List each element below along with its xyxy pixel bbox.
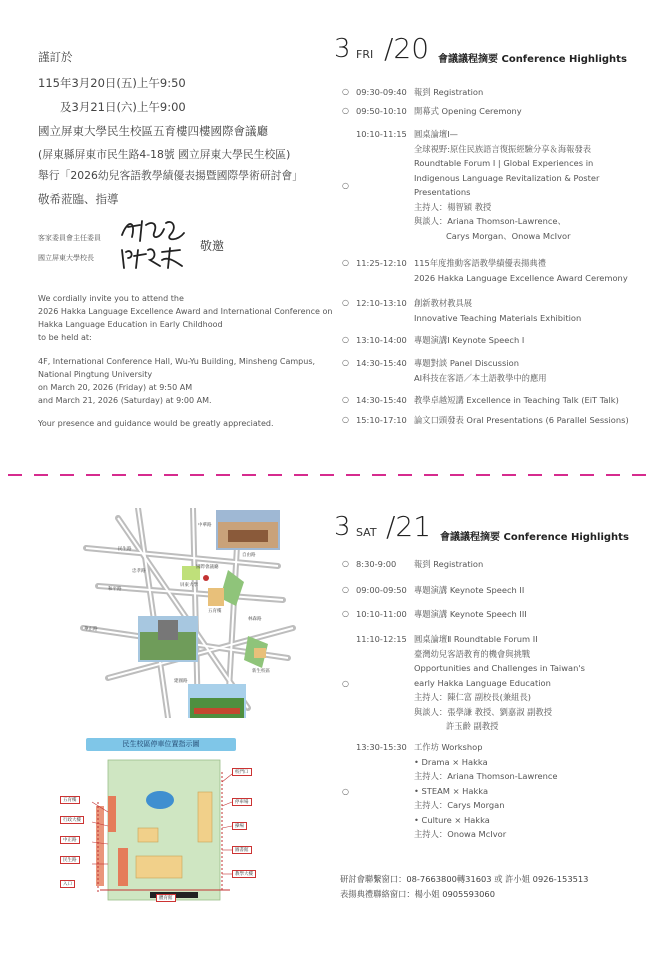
agenda-description — [414, 557, 483, 572]
agenda-time: 09:50-10:10 — [356, 106, 407, 116]
map-road-label: 屏東大學 — [180, 583, 198, 588]
agenda-line: 報到 Registration — [414, 87, 484, 97]
agenda-description — [414, 127, 599, 243]
invite-line: 國立屏東大學民生校區五育樓四樓國際會議廳 — [38, 124, 268, 138]
map-road-label: 中華路 — [198, 523, 212, 528]
divider-dash — [268, 474, 282, 476]
divider-dash — [216, 474, 230, 476]
invitation-english — [38, 0, 333, 440]
agenda-item — [342, 413, 642, 428]
agenda-line: 與談人：張學謙 教授、劉嘉淑 副教授 — [414, 706, 553, 717]
invite-line: 謹訂於 — [38, 50, 73, 64]
signer-1-title: 客家委員會主任委員 — [38, 234, 101, 242]
agenda-time: 15:10-17:10 — [356, 415, 407, 425]
respect-text: 敬邀 — [200, 239, 225, 253]
campus-legend-label: 體育館 — [156, 894, 176, 902]
agenda-line: Roundtable Forum I | Global Experiences in — [414, 158, 594, 168]
agenda-line: 報到 Registration — [414, 559, 484, 569]
agenda-item — [342, 557, 642, 572]
invite-en-line: on March 20, 2026 (Friday) at 9:50 AM — [38, 383, 193, 392]
day1-title: 會議議程摘要 Conference Highlights — [438, 54, 627, 65]
day1-month: 3 — [334, 34, 351, 64]
agenda-item — [342, 256, 642, 285]
agenda-time: 09:30-09:40 — [356, 87, 407, 97]
agenda-line: 創新教材教具展 — [414, 298, 473, 308]
agenda-item — [342, 127, 642, 243]
divider-dash — [450, 474, 464, 476]
campus-legend-label: 五育樓 — [60, 796, 80, 804]
divider-dash — [580, 474, 594, 476]
divider-dash — [372, 474, 386, 476]
agenda-line: Carys Morgan、Onowa McIvor — [446, 230, 571, 241]
agenda-line: 專題演講 Keynote Speech II — [414, 585, 525, 595]
invite-en-line: We cordially invite you to attend the — [38, 294, 184, 303]
agenda-line: 主持人：Carys Morgan — [414, 800, 505, 810]
agenda-line: 圓桌論壇Ⅰ— — [414, 129, 458, 139]
agenda-item — [342, 296, 642, 325]
agenda-line: Presentations — [414, 187, 471, 197]
agenda-line: 全球視野:原住民族語言復振經驗分享＆海報發表 — [414, 143, 592, 154]
agenda-time: 09:00-09:50 — [356, 585, 407, 595]
invite-line: 敬希蒞臨、指導 — [38, 192, 119, 206]
invite-line: 115年3月20日(五)上午9:50 — [38, 76, 186, 90]
campus-map — [60, 738, 280, 902]
invite-en-line: 2026 Hakka Language Excellence Award and International Conference on — [38, 307, 333, 316]
divider-dash — [554, 474, 568, 476]
agenda-description — [414, 104, 522, 119]
campus-map-title: 民生校區停車位置指示圖 — [86, 738, 236, 751]
invite-line: 及3月21日(六)上午9:00 — [60, 100, 186, 114]
agenda-item — [342, 607, 642, 622]
agenda-description — [414, 583, 524, 598]
agenda-bullet-icon: ○ — [342, 298, 349, 307]
map-road-label: 建國路 — [174, 679, 188, 684]
agenda-line: Opportunities and Challenges in Taiwan's — [414, 663, 585, 673]
divider-dash — [398, 474, 412, 476]
map-road-label: 華正路 — [84, 627, 98, 632]
agenda-item — [342, 356, 642, 385]
divider-dash — [60, 474, 74, 476]
invite-en-line: National Pingtung University — [38, 370, 153, 379]
agenda-line: Indigenous Language Revitalization & Poster — [414, 172, 600, 183]
divider-dash — [112, 474, 126, 476]
agenda-bullet-icon: ○ — [342, 609, 349, 618]
agenda-line: 圓桌論壇Ⅱ Roundtable Forum II — [414, 634, 538, 644]
agenda-description — [414, 632, 585, 734]
agenda-bullet-icon: ○ — [342, 678, 349, 688]
agenda-bullet-icon: ○ — [342, 335, 349, 344]
agenda-time: 12:10-13:10 — [356, 298, 407, 308]
divider-dash — [606, 474, 620, 476]
campus-legend-label: 停車場 — [232, 798, 252, 806]
agenda-time: 10:10-11:00 — [356, 609, 407, 619]
agenda-description — [414, 607, 527, 622]
campus-legend-label: 操場 — [232, 822, 247, 830]
day1-date: /20 — [384, 32, 430, 65]
contact-line-conference: 研討會聯繫窗口：08-7663800轉31603 或 許小姐 0926-153513 — [340, 874, 589, 884]
agenda-line: • Culture × Hakka — [414, 814, 490, 825]
divider-dash — [346, 474, 360, 476]
campus-legend-label: 教學大樓 — [232, 870, 256, 878]
agenda-time: 13:30-15:30 — [356, 742, 407, 752]
signer-2-title: 國立屏東大學校長 — [38, 254, 94, 262]
agenda-line: 專題對談 Panel Discussion — [414, 358, 519, 368]
agenda-bullet-icon: ○ — [342, 87, 349, 96]
agenda-item — [342, 632, 642, 734]
agenda-line: 開幕式 Opening Ceremony — [414, 106, 522, 116]
map-road-label: 和平路 — [108, 587, 122, 592]
agenda-description — [414, 356, 547, 385]
divider-dash — [138, 474, 152, 476]
agenda-line: 臺灣幼兒客語教育的機會與挑戰 — [414, 648, 531, 659]
agenda-line: 與談人：Ariana Thomson-Lawrence、 — [414, 216, 566, 226]
agenda-line: 工作坊 Workshop — [414, 742, 483, 752]
agenda-time: 10:10-11:15 — [356, 129, 407, 139]
agenda-line: • STEAM × Hakka — [414, 785, 489, 796]
divider-dash — [528, 474, 542, 476]
agenda-bullet-icon: ○ — [342, 106, 349, 115]
map-road-label: 林森路 — [248, 617, 262, 622]
contact-footer — [340, 872, 588, 902]
divider-dash — [294, 474, 308, 476]
agenda-time: 8:30-9:00 — [356, 559, 397, 569]
agenda-bullet-icon: ○ — [342, 415, 349, 424]
contact-line-ceremony: 表揚典禮聯絡窗口：楊小姐 0905593060 — [340, 889, 495, 899]
agenda-line: 115年度推動客語教學績優表揚典禮 — [414, 258, 546, 268]
map-road-label: 五育樓 — [208, 609, 222, 614]
agenda-description — [414, 333, 524, 348]
city-map-roads — [78, 508, 296, 718]
invite-en-line: and March 21, 2026 (Saturday) at 9:00 AM. — [38, 396, 212, 405]
agenda-line: 主持人：Ariana Thomson-Lawrence — [414, 771, 558, 781]
day2-weekday: SAT — [356, 526, 377, 539]
agenda-line: 主持人：Onowa McIvor — [414, 829, 507, 839]
agenda-item — [342, 393, 642, 408]
invite-line: 舉行「2026幼兒客語教學績優表揚暨國際學術研討會」 — [38, 169, 304, 182]
day2-title: 會議議程摘要 Conference Highlights — [440, 532, 629, 543]
agenda-line: 許玉齡 副教授 — [446, 721, 499, 731]
day2-month: 3 — [334, 512, 351, 542]
agenda-line: 專題演講 Keynote Speech III — [414, 609, 527, 619]
agenda-time: 14:30-15:40 — [356, 395, 407, 405]
agenda-line: Innovative Teaching Materials Exhibition — [414, 312, 582, 323]
day1-weekday: FRI — [356, 48, 374, 61]
campus-legend-label: 民生路 — [60, 856, 80, 864]
agenda-time: 14:30-15:40 — [356, 358, 407, 368]
map-road-label: 自由路 — [242, 553, 256, 558]
agenda-line: 2026 Hakka Language Excellence Award Ceremony — [414, 272, 628, 283]
agenda-description — [414, 256, 628, 285]
agenda-item — [342, 583, 642, 598]
invite-line: (屏東縣屏東市民生路4-18號 國立屏東大學民生校區) — [38, 148, 291, 161]
divider-dash — [632, 474, 646, 476]
agenda-description — [414, 413, 629, 428]
agenda-bullet-icon: ○ — [342, 559, 349, 568]
divider-dash — [8, 474, 22, 476]
agenda-item — [342, 104, 642, 119]
divider-dash — [424, 474, 438, 476]
campus-legend-label: 入口 — [60, 880, 75, 888]
agenda-bullet-icon: ○ — [342, 181, 349, 190]
invite-en-line: 4F, International Conference Hall, Wu-Yu Building, Minsheng Campus, — [38, 357, 316, 366]
agenda-item — [342, 85, 642, 100]
divider-dash — [86, 474, 100, 476]
agenda-line: 主持人：楊智穎 教授 — [414, 201, 492, 212]
divider-dash — [190, 474, 204, 476]
divider-dash — [34, 474, 48, 476]
day2-date: /21 — [386, 510, 432, 543]
agenda-line: 論文口頭發表 Oral Presentations (6 Parallel Sessions) — [414, 415, 629, 425]
agenda-bullet-icon: ○ — [342, 395, 349, 404]
day1-header — [334, 34, 654, 74]
city-map — [78, 508, 296, 718]
divider-dash — [320, 474, 334, 476]
agenda-description — [414, 85, 483, 100]
agenda-bullet-icon: ○ — [342, 258, 349, 267]
divider-dash — [502, 474, 516, 476]
campus-legend-label: 圖書館 — [232, 846, 252, 854]
campus-legend-label: 中正路 — [60, 836, 80, 844]
agenda-item — [342, 740, 642, 842]
agenda-line: • Drama × Hakka — [414, 756, 488, 767]
campus-legend-label: 行政大樓 — [60, 816, 84, 824]
agenda-line: 主持人：陳仁富 副校長(兼組長) — [414, 692, 531, 702]
day2-header — [334, 512, 654, 552]
agenda-item — [342, 333, 642, 348]
invite-en-line: Hakka Language Education in Early Childhood — [38, 320, 223, 329]
divider-dash — [242, 474, 256, 476]
agenda-line: 教學卓越短講 Excellence in Teaching Talk (EiT Talk) — [414, 395, 619, 405]
invite-en-line: to be held at: — [38, 333, 92, 342]
agenda-description — [414, 740, 558, 842]
agenda-time: 13:10-14:00 — [356, 335, 407, 345]
agenda-bullet-icon: ○ — [342, 786, 349, 796]
agenda-bullet-icon: ○ — [342, 585, 349, 594]
agenda-line: early Hakka Language Education — [414, 677, 551, 688]
map-road-label: 新生校區 — [252, 669, 270, 674]
agenda-line: 專題演講Ⅰ Keynote Speech I — [414, 335, 525, 345]
agenda-description — [414, 393, 619, 408]
agenda-time: 11:25-12:10 — [356, 258, 407, 268]
agenda-bullet-icon: ○ — [342, 358, 349, 367]
map-road-label: 國際會議廳 — [196, 565, 219, 570]
agenda-time: 11:10-12:15 — [356, 634, 407, 644]
agenda-line: AI科技在客語／本土語教學中的應用 — [414, 372, 547, 383]
map-road-label: 民生路 — [118, 547, 132, 552]
agenda-description — [414, 296, 581, 325]
divider-dash — [476, 474, 490, 476]
invite-en-line: Your presence and guidance would be greatly appreciated. — [38, 419, 274, 428]
campus-legend-label: 校門口 — [232, 768, 252, 776]
divider-dash — [164, 474, 178, 476]
map-road-label: 忠孝路 — [132, 569, 146, 574]
